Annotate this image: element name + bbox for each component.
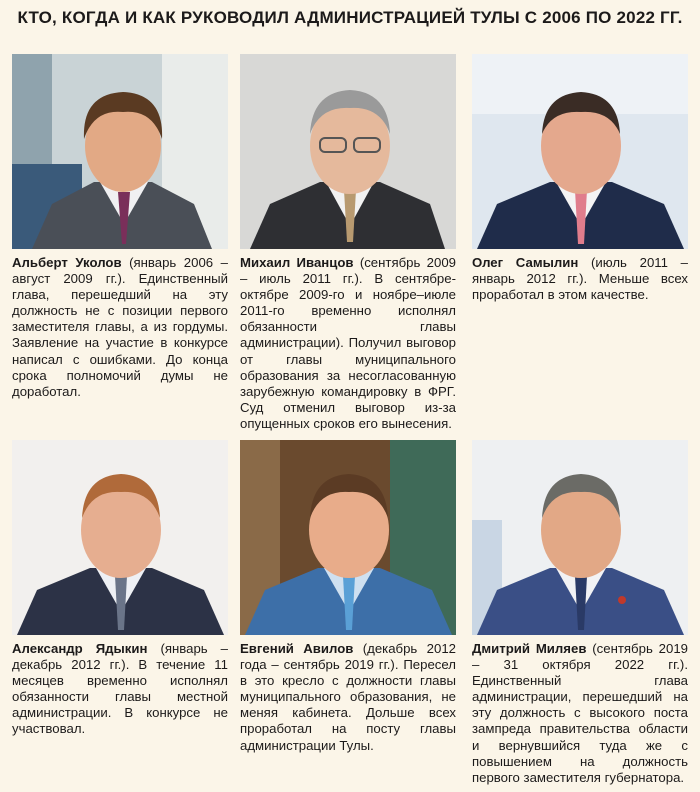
person-name: Михаил Иванцов — [240, 255, 354, 270]
bio-avilov — [240, 641, 456, 754]
portrait-samylin — [472, 54, 688, 249]
person-bio: (сентябрь 2019 – 31 октября 2022 гг.). Единственный глава администрации, перешедший на эту должность с высокого поста зампреда правительства области и вернувшийся туда же с повышением на должность первого заместителя губернатора. — [472, 641, 688, 785]
person-card-ivantsov — [240, 54, 456, 432]
person-card-samylin — [472, 54, 688, 303]
person-card-ukolov — [12, 54, 228, 400]
bio-ivantsov — [240, 255, 456, 432]
person-card-avilov — [240, 440, 456, 754]
person-bio: (декабрь 2012 года – сентябрь 2019 гг.). Пересел в это кресло с должности главы муниципального образования, не меняя кабинета. Дольше всех проработал на посту главы администрации Тулы. — [240, 641, 456, 753]
bio-milyaev — [472, 641, 688, 786]
person-bio: (январь – декабрь 2012 гг.). В течение 11 месяцев временно исполнял обязанности главы местной администрации. В конкурсе не участвовал. — [12, 641, 228, 737]
portrait-ukolov — [12, 54, 228, 249]
person-name: Александр Ядыкин — [12, 641, 148, 656]
person-name: Альберт Уколов — [12, 255, 122, 270]
person-name: Олег Самылин — [472, 255, 579, 270]
portrait-yadykin — [12, 440, 228, 635]
portrait-ivantsov — [240, 54, 456, 249]
person-bio: (сентябрь 2009 – июль 2011 гг.). В сентябре-октябре 2009-го и ноябре–июле 2011-го временно исполнял обязанности главы администрации). Получил выговор от главы муниципального образования за несогласованную зарубежную командировку в ФРГ. Суд отменил выговор из-за опущенных сроков его вынесения. — [240, 255, 456, 431]
person-bio: (январь 2006 – август 2009 гг.). Единственный глава, перешедший на эту должность не с позиции первого заместителя главы, а из гордумы. Заявление на участие в конкурсе написал с ошибками. До конца срока полномочий думы не доработал. — [12, 255, 228, 399]
person-bio: (июль 2011 – январь 2012 гг.). Меньше всех проработал в этом качестве. — [472, 255, 688, 303]
person-name: Евгений Авилов — [240, 641, 354, 656]
person-card-yadykin — [12, 440, 228, 738]
person-name: Дмитрий Миляев — [472, 641, 587, 656]
person-card-milyaev — [472, 440, 688, 786]
portrait-milyaev — [472, 440, 688, 635]
bio-yadykin — [12, 641, 228, 738]
article-title: КТО, КОГДА И КАК РУКОВОДИЛ АДМИНИСТРАЦИЕЙ ТУЛЫ С 2006 ПО 2022 ГГ. — [17, 8, 683, 27]
portrait-avilov — [240, 440, 456, 635]
bio-ukolov — [12, 255, 228, 400]
bio-samylin — [472, 255, 688, 303]
